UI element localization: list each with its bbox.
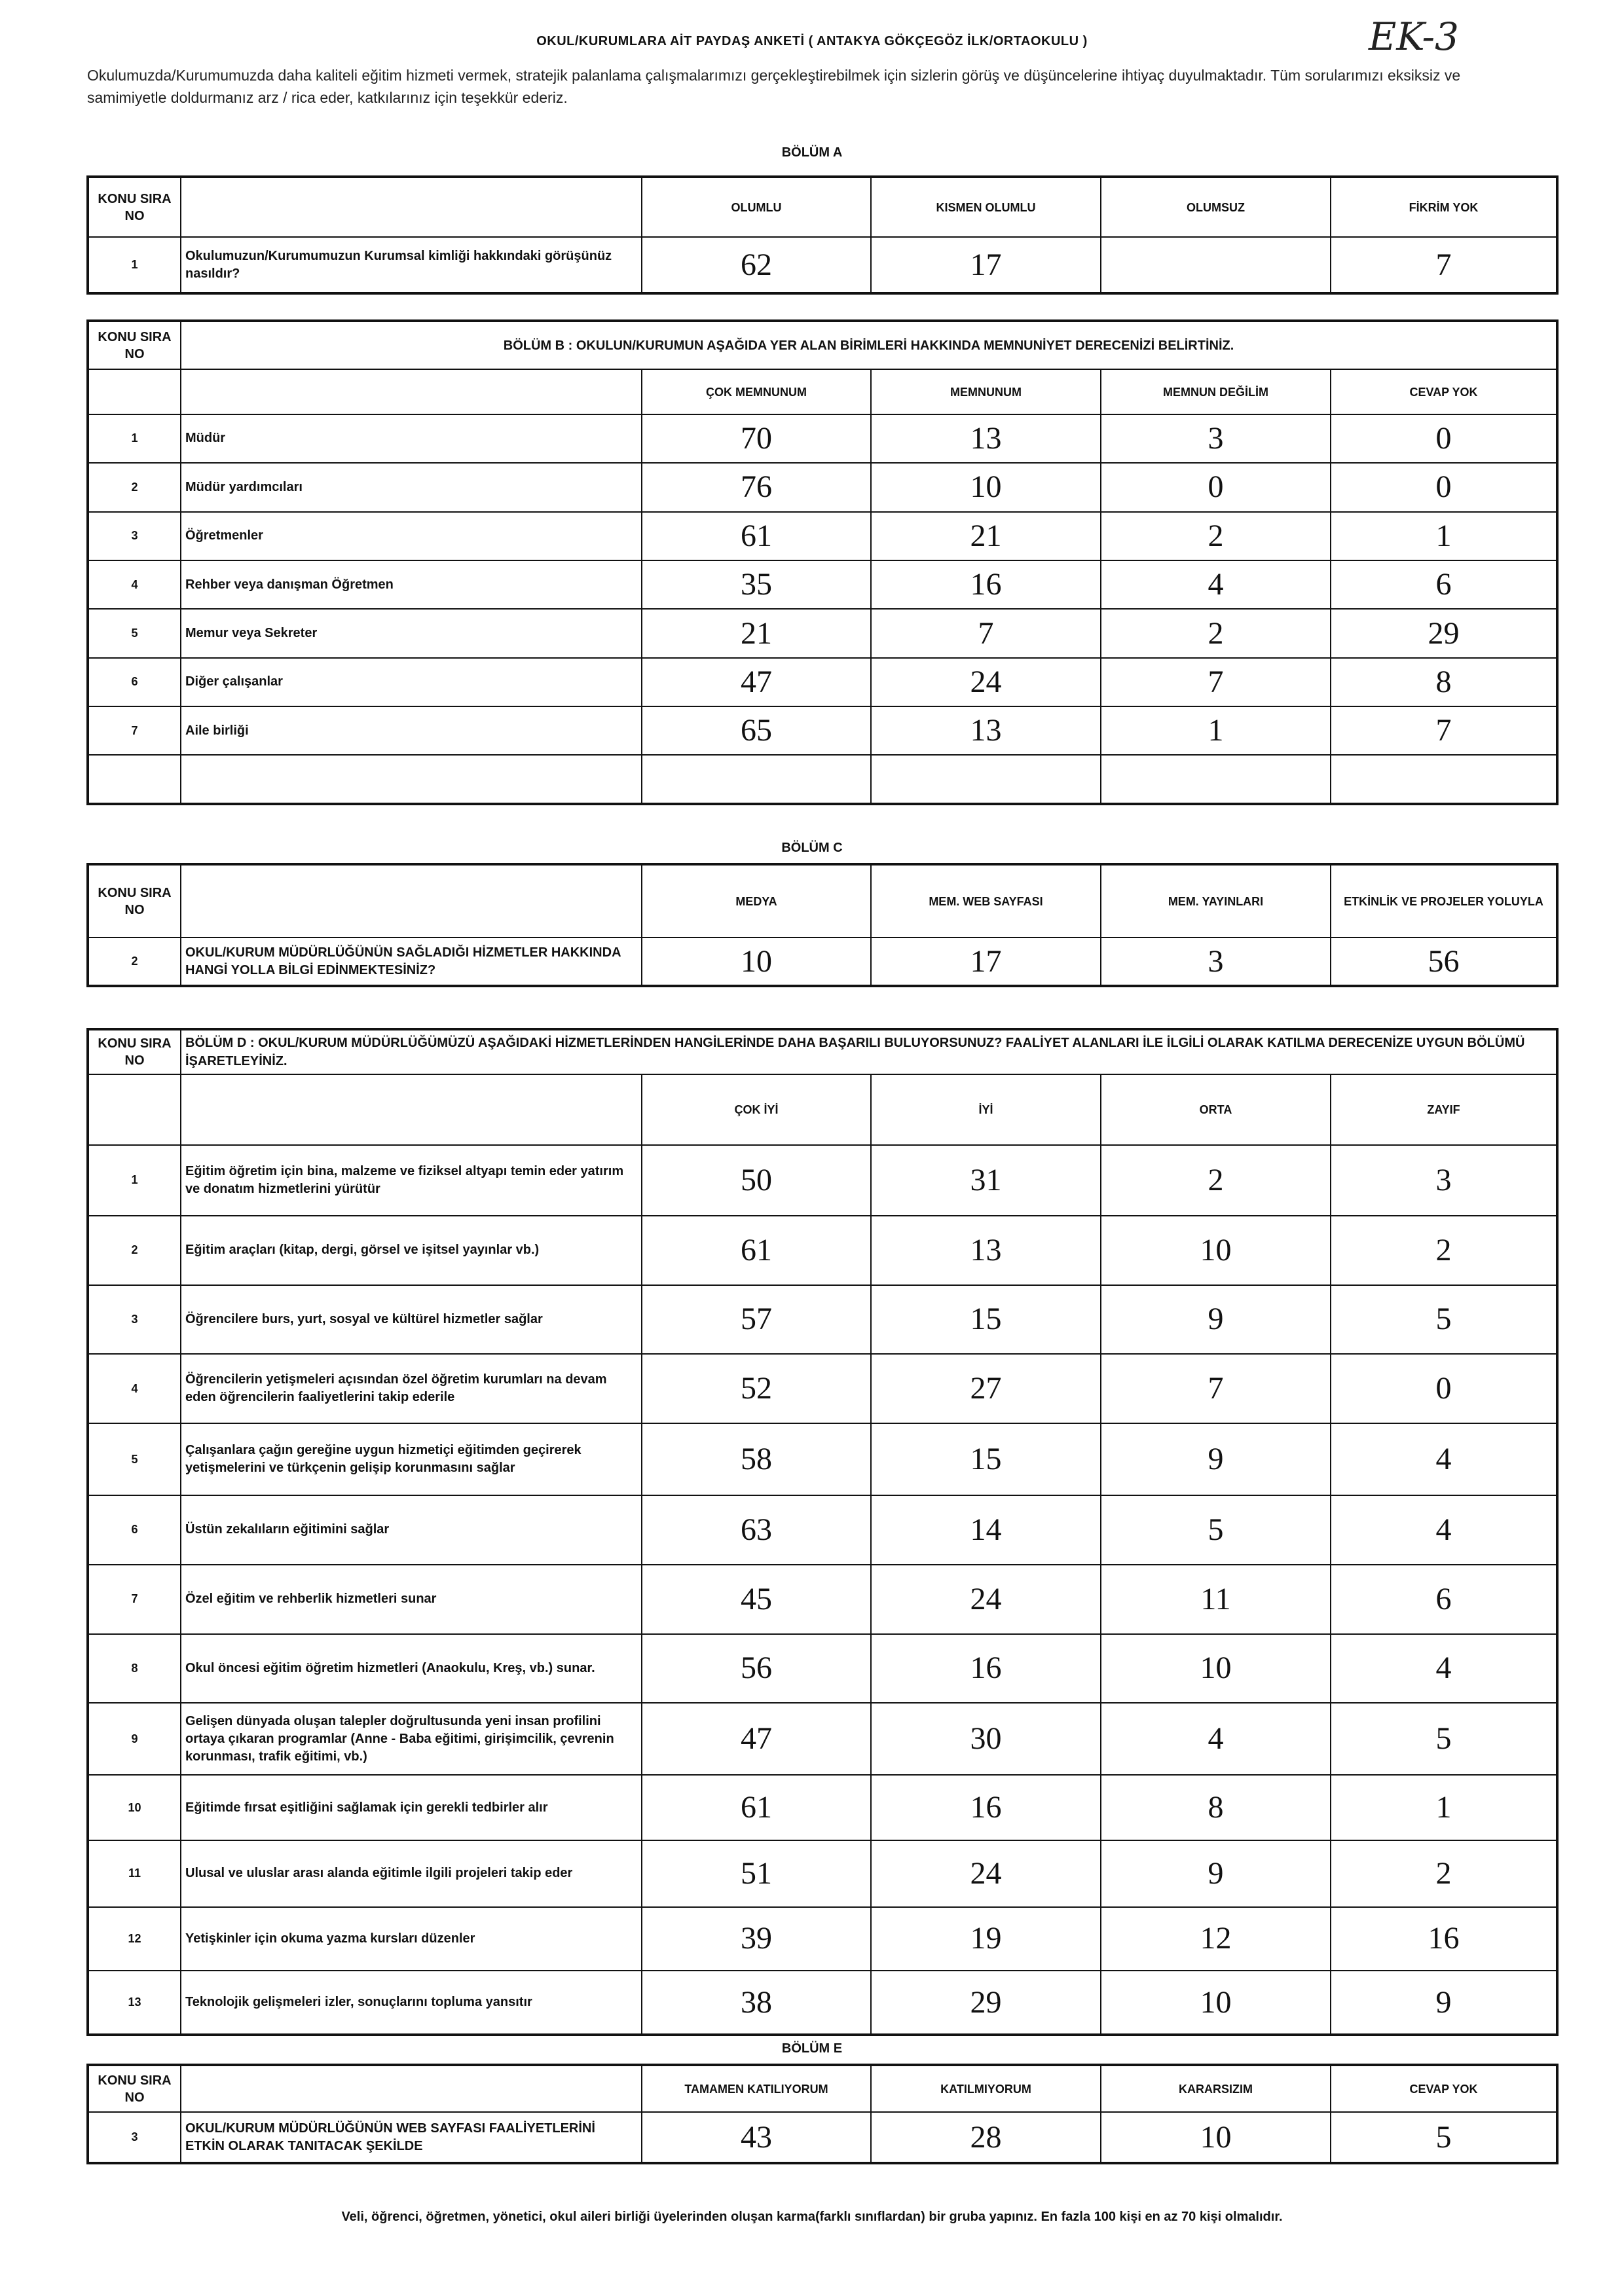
row-value: 9 [1101,1840,1331,1907]
row-value: 29 [871,1971,1101,2035]
row-number: 7 [88,706,181,755]
row-item: Aile birliği [181,706,642,755]
table-row [88,1354,1557,1423]
row-value: 19 [871,1907,1101,1971]
row-number: 9 [88,1703,181,1775]
row-value: 65 [642,706,871,755]
konu-sira-no-header: KONU SIRA NO [88,1029,181,1074]
row-value: 61 [642,1775,871,1840]
row-value: 15 [871,1423,1101,1495]
section-d-title: BÖLÜM D : OKUL/KURUM MÜDÜRLÜĞÜMÜZÜ AŞAĞIDAKİ HİZMETLERİNDEN HANGİLERİNDE DAHA BAŞARILI BULUYORSUNUZ? FAALİYET ALANLARI İLE İLGİLİ OLARAK KATILMA DERECENİZE UYGUN BÖLÜMÜ İŞARETLEYİNİZ. [181,1029,1557,1074]
row-number: 3 [88,512,181,560]
row-value: 31 [871,1145,1101,1216]
row-value: 12 [1101,1907,1331,1971]
section-e-label: BÖLÜM E [781,2041,843,2056]
blank-header-cell [181,2065,642,2112]
column-header: KATILMIYORUM [871,2065,1101,2112]
row-number: 11 [88,1840,181,1907]
section-c-table [86,863,1559,987]
column-header: OLUMSUZ [1101,177,1331,237]
row-item: Müdür [181,414,642,463]
handwritten-annotation: EK-3 [1369,14,1459,59]
row-value: 5 [1331,2112,1557,2163]
table-row [88,938,1557,986]
row-item: Diğer çalışanlar [181,658,642,706]
row-value: 15 [871,1285,1101,1355]
row-number: 12 [88,1907,181,1971]
column-header: TAMAMEN KATILIYORUM [642,2065,871,2112]
row-value [1101,237,1331,293]
row-item: Ulusal ve uluslar arası alanda eğitimle ilgili projeleri takip eder [181,1840,642,1907]
row-number: 8 [88,1634,181,1704]
empty-cell [871,755,1101,804]
column-header: OLUMLU [642,177,871,237]
table-row [88,414,1557,463]
row-number: 2 [88,1216,181,1285]
row-item: Gelişen dünyada oluşan talepler doğrultusunda yeni insan profilini ortaya çıkaran programlar (Anne - Baba eğitimi, girişimcilik, çevrenin korunması, trafik eğitimi, vb.) [181,1703,642,1775]
empty-cell [1331,755,1557,804]
column-header: ÇOK İYİ [642,1074,871,1145]
row-value: 8 [1101,1775,1331,1840]
table-header-row [88,369,1557,414]
blank-header-cell [181,1074,642,1145]
column-header: KARARSIZIM [1101,2065,1331,2112]
column-header: MEMNUNUM [871,369,1101,414]
row-number: 10 [88,1775,181,1840]
row-value: 16 [871,1775,1101,1840]
section-b-title-row [88,321,1557,369]
row-value: 13 [871,414,1101,463]
row-value: 7 [1331,237,1557,293]
row-value: 7 [1101,658,1331,706]
konu-sira-no-header: KONU SIRA NO [88,177,181,237]
row-value: 62 [642,237,871,293]
row-value: 4 [1101,560,1331,609]
row-value: 10 [1101,2112,1331,2163]
row-number: 1 [88,414,181,463]
row-value: 3 [1101,938,1331,986]
row-number: 3 [88,1285,181,1355]
table-row [88,1285,1557,1355]
row-value: 35 [642,560,871,609]
row-value: 5 [1331,1703,1557,1775]
page-title: OKUL/KURUMLARA AİT PAYDAŞ ANKETİ ( ANTAKYA GÖKÇEGÖZ İLK/ORTAOKULU ) [536,34,1088,48]
footer-note: Veli, öğrenci, öğretmen, yönetici, okul aileri birliği üyelerinden oluşan karma(farklı sınıflardan) bir gruba yapınız. En fazla 100 kişi en az 70 kişi olmalıdır. [341,2210,1283,2224]
row-item: OKUL/KURUM MÜDÜRLÜĞÜNÜN SAĞLADIĞI HİZMETLER HAKKINDA HANGİ YOLLA BİLGİ EDİNMEKTESİNİZ? [181,938,642,986]
column-header: CEVAP YOK [1331,369,1557,414]
row-number: 4 [88,560,181,609]
row-value: 4 [1331,1495,1557,1565]
row-number: 1 [88,1145,181,1216]
row-value: 0 [1101,463,1331,511]
section-b-title: BÖLÜM B : OKULUN/KURUMUN AŞAĞIDA YER ALAN BİRİMLERİ HAKKINDA MEMNUNİYET DERECENİZİ BELİRTİNİZ. [181,321,1557,369]
row-value: 5 [1101,1495,1331,1565]
table-row [88,1495,1557,1565]
row-item: Teknolojik gelişmeleri izler, sonuçlarını topluma yansıtır [181,1971,642,2035]
row-number: 2 [88,463,181,511]
row-value: 17 [871,938,1101,986]
row-value: 29 [1331,609,1557,657]
blank-header-cell [88,369,181,414]
row-number: 3 [88,2112,181,2163]
section-d-table [86,1028,1559,2036]
row-value: 9 [1101,1423,1331,1495]
section-b-table [86,319,1559,805]
row-value: 6 [1331,560,1557,609]
table-row [88,463,1557,511]
row-item: OKUL/KURUM MÜDÜRLÜĞÜNÜN WEB SAYFASI FAALİYETLERİNİ ETKİN OLARAK TANITACAK ŞEKİLDE [181,2112,642,2163]
row-value: 28 [871,2112,1101,2163]
blank-header-cell [181,369,642,414]
row-item: Memur veya Sekreter [181,609,642,657]
row-value: 45 [642,1565,871,1634]
row-number: 6 [88,1495,181,1565]
row-item: Eğitimde fırsat eşitliğini sağlamak için gerekli tedbirler alır [181,1775,642,1840]
row-value: 16 [1331,1907,1557,1971]
row-value: 24 [871,1840,1101,1907]
row-item: Rehber veya danışman Öğretmen [181,560,642,609]
table-row [88,2112,1557,2163]
column-header: MEMNUN DEĞİLİM [1101,369,1331,414]
row-value: 10 [1101,1971,1331,2035]
row-item: Özel eğitim ve rehberlik hizmetleri sunar [181,1565,642,1634]
table-header-row [88,2065,1557,2112]
table-row [88,1634,1557,1704]
row-value: 7 [1101,1354,1331,1423]
row-value: 4 [1331,1634,1557,1704]
row-value: 4 [1101,1703,1331,1775]
table-row [88,1145,1557,1216]
konu-sira-no-header: KONU SIRA NO [88,2065,181,2112]
table-row [88,658,1557,706]
row-value: 63 [642,1495,871,1565]
row-value: 3 [1101,414,1331,463]
row-value: 1 [1331,512,1557,560]
table-row [88,1565,1557,1634]
table-row [88,560,1557,609]
row-value: 9 [1101,1285,1331,1355]
konu-sira-no-header: KONU SIRA NO [88,321,181,369]
row-item: Okulumuzun/Kurumumuzun Kurumsal kimliği hakkındaki görüşünüz nasıldır? [181,237,642,293]
section-d-title-row [88,1029,1557,1074]
row-value: 1 [1101,706,1331,755]
row-value: 50 [642,1145,871,1216]
row-number: 1 [88,237,181,293]
row-value: 9 [1331,1971,1557,2035]
row-number: 7 [88,1565,181,1634]
section-a-table [86,175,1559,295]
row-value: 70 [642,414,871,463]
empty-row [88,755,1557,804]
column-header: ZAYIF [1331,1074,1557,1145]
empty-cell [642,755,871,804]
row-value: 3 [1331,1145,1557,1216]
table-row [88,237,1557,293]
column-header: MEDYA [642,864,871,938]
row-value: 51 [642,1840,871,1907]
row-value: 17 [871,237,1101,293]
row-value: 8 [1331,658,1557,706]
row-value: 47 [642,658,871,706]
column-header: FİKRİM YOK [1331,177,1557,237]
row-item: Eğitim araçları (kitap, dergi, görsel ve işitsel yayınlar vb.) [181,1216,642,1285]
row-item: Çalışanlara çağın gereğine uygun hizmetiçi eğitimden geçirerek yetişmelerini ve türkçenin gelişip korunmasını sağlar [181,1423,642,1495]
row-item: Öğretmenler [181,512,642,560]
column-header: KISMEN OLUMLU [871,177,1101,237]
column-header: İYİ [871,1074,1101,1145]
row-item: Okul öncesi eğitim öğretim hizmetleri (Anaokulu, Kreş, vb.) sunar. [181,1634,642,1704]
row-value: 10 [642,938,871,986]
row-number: 5 [88,1423,181,1495]
row-value: 0 [1331,463,1557,511]
row-value: 10 [871,463,1101,511]
row-value: 10 [1101,1216,1331,1285]
row-number: 13 [88,1971,181,2035]
row-value: 0 [1331,414,1557,463]
row-value: 14 [871,1495,1101,1565]
row-value: 16 [871,1634,1101,1704]
row-value: 56 [1331,938,1557,986]
row-value: 1 [1331,1775,1557,1840]
row-value: 56 [642,1634,871,1704]
empty-cell [1101,755,1331,804]
column-header: CEVAP YOK [1331,2065,1557,2112]
row-value: 2 [1101,1145,1331,1216]
table-row [88,1216,1557,1285]
table-row [88,1840,1557,1907]
row-value: 13 [871,1216,1101,1285]
row-value: 16 [871,560,1101,609]
row-number: 6 [88,658,181,706]
row-item: Müdür yardımcıları [181,463,642,511]
konu-sira-no-header: KONU SIRA NO [88,864,181,938]
column-header: ORTA [1101,1074,1331,1145]
table-row [88,512,1557,560]
table-header-row [88,1074,1557,1145]
row-item: Yetişkinler için okuma yazma kursları düzenler [181,1907,642,1971]
row-value: 38 [642,1971,871,2035]
column-header: MEM. WEB SAYFASI [871,864,1101,938]
row-number: 2 [88,938,181,986]
column-header: ÇOK MEMNUNUM [642,369,871,414]
column-header: ETKİNLİK VE PROJELER YOLUYLA [1331,864,1557,938]
row-item: Üstün zekalıların eğitimini sağlar [181,1495,642,1565]
row-item: Öğrencilere burs, yurt, sosyal ve kültürel hizmetler sağlar [181,1285,642,1355]
row-value: 5 [1331,1285,1557,1355]
intro-paragraph: Okulumuzda/Kurumumuzda daha kaliteli eğitim hizmeti vermek, stratejik palanlama çalışmalarımızı gerçekleştirebilmek için sizlerin görüş ve düşüncelerine ihtiyaç duyulmaktadır. Tüm sorularımızı eksiksiz ve samimiyetle doldurmanız arz / rica eder, katkılarınız için teşekkür ederiz. [87,67,1461,106]
table-row [88,1703,1557,1775]
row-value: 2 [1101,609,1331,657]
row-value: 0 [1331,1354,1557,1423]
table-row [88,609,1557,657]
row-item: Öğrencilerin yetişmeleri açısından özel öğretim kurumları na devam eden öğrencilerin faaliyetlerini takip ederile [181,1354,642,1423]
row-value: 2 [1101,512,1331,560]
row-value: 52 [642,1354,871,1423]
row-value: 7 [1331,706,1557,755]
row-value: 61 [642,1216,871,1285]
row-value: 24 [871,1565,1101,1634]
blank-header-cell [88,1074,181,1145]
row-value: 4 [1331,1423,1557,1495]
section-c-label: BÖLÜM C [781,841,843,855]
row-value: 2 [1331,1840,1557,1907]
row-value: 13 [871,706,1101,755]
row-value: 21 [871,512,1101,560]
table-row [88,1775,1557,1840]
section-e-table [86,2064,1559,2164]
blank-header-cell [181,177,642,237]
row-value: 43 [642,2112,871,2163]
row-value: 61 [642,512,871,560]
row-value: 76 [642,463,871,511]
row-value: 47 [642,1703,871,1775]
row-value: 58 [642,1423,871,1495]
table-row [88,1907,1557,1971]
table-row [88,706,1557,755]
row-value: 30 [871,1703,1101,1775]
row-value: 39 [642,1907,871,1971]
table-row [88,1971,1557,2035]
table-header-row [88,864,1557,938]
row-value: 7 [871,609,1101,657]
table-row [88,1423,1557,1495]
empty-cell [181,755,642,804]
row-value: 2 [1331,1216,1557,1285]
row-number: 4 [88,1354,181,1423]
row-value: 10 [1101,1634,1331,1704]
row-value: 27 [871,1354,1101,1423]
row-value: 21 [642,609,871,657]
table-header-row [88,177,1557,237]
blank-header-cell [181,864,642,938]
row-value: 11 [1101,1565,1331,1634]
empty-cell [88,755,181,804]
row-value: 6 [1331,1565,1557,1634]
row-value: 57 [642,1285,871,1355]
column-header: MEM. YAYINLARI [1101,864,1331,938]
row-value: 24 [871,658,1101,706]
section-a-label: BÖLÜM A [781,145,843,160]
row-number: 5 [88,609,181,657]
row-item: Eğitim öğretim için bina, malzeme ve fiziksel altyapı temin eder yatırım ve donatım hizmetlerini yürütür [181,1145,642,1216]
